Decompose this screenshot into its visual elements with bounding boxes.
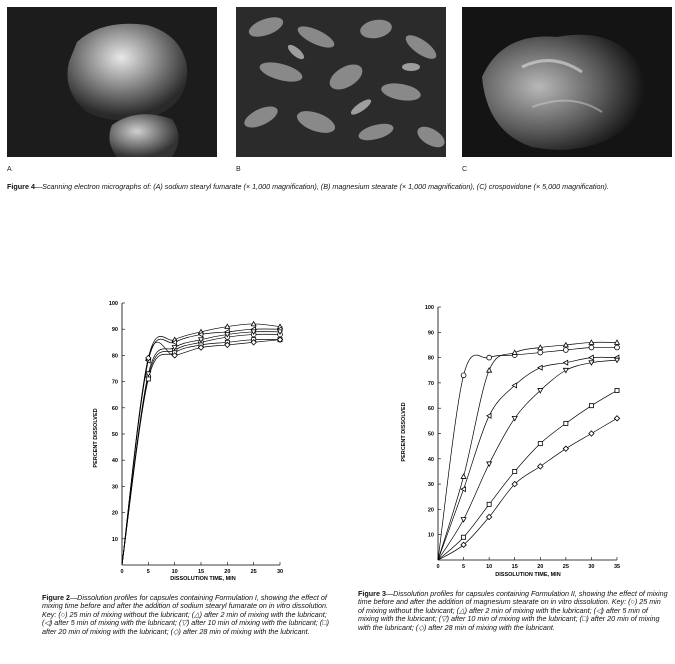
figure3-point-circle bbox=[461, 373, 466, 378]
figure2-xlabel: DISSOLUTION TIME, MIN bbox=[170, 576, 236, 582]
figure3-point-diamond bbox=[563, 446, 568, 451]
figure3-point-triangle-down bbox=[487, 462, 492, 466]
figure2-caption bbox=[42, 594, 337, 636]
figure3-y-tick-label: 60 bbox=[427, 406, 434, 413]
figure2-caption-label: Figure 2 bbox=[42, 593, 70, 602]
figure3-point-circle bbox=[538, 350, 543, 355]
figure3-point-triangle-left bbox=[538, 365, 542, 370]
figure4-caption-label: Figure 4 bbox=[7, 182, 35, 191]
figure3-point-circle bbox=[615, 345, 620, 350]
figure3-y-tick-label: 70 bbox=[427, 380, 434, 387]
figure3-point-triangle-left bbox=[487, 413, 491, 418]
micrograph-c-image bbox=[462, 7, 672, 157]
figure2-series-line-circle bbox=[122, 334, 280, 565]
figure2-series-line-triangle-left bbox=[122, 329, 280, 565]
figure3-series-line-triangle-down bbox=[438, 360, 617, 560]
figure3-point-square bbox=[462, 535, 466, 539]
figure2-y-tick-label: 10 bbox=[111, 536, 118, 543]
figure2-y-tick-label: 60 bbox=[111, 405, 118, 412]
figure2-y-tick-label: 30 bbox=[111, 484, 118, 491]
figure2-y-tick-label: 90 bbox=[111, 327, 118, 334]
figure2-series-line-triangle-down bbox=[122, 332, 280, 565]
figure3-point-square bbox=[564, 421, 568, 425]
figure3-point-circle bbox=[563, 348, 568, 353]
micrograph-b-image bbox=[236, 7, 446, 157]
figure2-x-tick-label: 15 bbox=[197, 569, 205, 575]
figure3-point-square bbox=[589, 404, 593, 408]
figure3-y-tick-label: 100 bbox=[424, 305, 434, 311]
figure3-ylabel: PERCENT DISSOLVED bbox=[401, 402, 407, 462]
figure3-point-triangle-down bbox=[461, 518, 466, 522]
figure2-x-tick-label: 10 bbox=[171, 569, 178, 575]
figure3-caption-label: Figure 3 bbox=[358, 589, 386, 598]
figure3-x-tick-label: 25 bbox=[562, 564, 569, 570]
figure3-point-square bbox=[538, 442, 542, 446]
micrograph-c bbox=[462, 7, 672, 157]
figure2-y-tick-label: 70 bbox=[111, 379, 118, 386]
figure3-point-triangle-up bbox=[512, 350, 517, 354]
figure3-xlabel: DISSOLUTION TIME, MIN bbox=[495, 572, 561, 578]
figure3-x-tick-label: 10 bbox=[486, 564, 493, 570]
figure3-point-triangle-left bbox=[563, 360, 567, 365]
panel-label-c: C bbox=[462, 166, 468, 173]
figure3-caption-text: —Dissolution profiles for capsules containing Formulation II, showing the effect of mixing time before and after the addition of magnesium stearate on in vitro dissolution. Key: (○) 25 min of mixing without the lubricant; (△) after 2 min of mixing with the lubricant; (◁) after 5 min of mixing with the lubricant; (▽) after 10 min of mixing with the lubricant; (□) after 20 min of mixing with the lubricant; (◇) after 28 min of mixing with the lubricant. bbox=[358, 589, 668, 632]
figure3-x-tick-label: 30 bbox=[588, 564, 595, 570]
figure3-y-tick-label: 30 bbox=[427, 482, 434, 489]
figure2-caption-text: —Dissolution profiles for capsules containing Formulation I, showing the effect of mixing time before and after the addition of sodium stearyl fumarate on in vitro dissolution. Key: (○) 25 min of mixing without the lubricant; (△) after 2 min of mixing with the lubricant; (◁) after 5 min of mixing with the lubricant; (▽) after 10 min of mixing with the lubricant; (□) after 20 min of mixing with the lubricant; (◇) after 28 min of mixing with the lubricant. bbox=[42, 593, 330, 636]
panel-label-b: B bbox=[236, 166, 241, 173]
figure3-chart bbox=[392, 297, 637, 583]
figure3-series-line-triangle-left bbox=[438, 357, 617, 560]
figure3-point-diamond bbox=[538, 464, 543, 469]
figure3-point-triangle-down bbox=[563, 368, 568, 372]
figure3-point-circle bbox=[487, 355, 492, 360]
figure3-x-tick-label: 0 bbox=[436, 564, 440, 570]
figure4-caption bbox=[7, 183, 672, 191]
figure3-y-tick-label: 20 bbox=[427, 507, 434, 514]
figure2-y-tick-label: 50 bbox=[111, 432, 118, 438]
figure3-caption bbox=[358, 590, 668, 632]
figure3-y-tick-label: 90 bbox=[427, 330, 434, 337]
figure3-y-tick-label: 10 bbox=[427, 532, 434, 539]
figure3-y-tick-label: 50 bbox=[427, 431, 434, 438]
figure3-x-tick-label: 15 bbox=[511, 564, 518, 570]
figure3-point-triangle-up bbox=[461, 474, 466, 478]
figure3-point-circle bbox=[589, 345, 594, 350]
figure2-x-tick-label: 25 bbox=[250, 569, 257, 575]
figure3-point-square bbox=[487, 502, 491, 506]
figure2-y-tick-label: 20 bbox=[111, 510, 118, 517]
figure2-x-tick-label: 0 bbox=[120, 569, 124, 575]
figure2-x-tick-label: 5 bbox=[146, 569, 150, 575]
micrograph-a bbox=[7, 7, 217, 157]
figure4-caption-text: —Scanning electron micrographs of: (A) sodium stearyl fumarate (× 1,000 magnification), (B) magnesium stearate (× 1,000 magnification), (C) crospovidone (× 5,000 magnification). bbox=[34, 182, 609, 191]
figure3-x-tick-label: 20 bbox=[537, 564, 544, 570]
figure3-point-triangle-down bbox=[512, 416, 517, 420]
figure2-y-tick-label: 40 bbox=[111, 458, 118, 465]
figure3-point-diamond bbox=[614, 416, 619, 421]
figure3-point-square bbox=[615, 388, 619, 392]
figure3-x-tick-label: 5 bbox=[462, 564, 466, 570]
figure3-point-triangle-up bbox=[487, 368, 492, 372]
figure3-y-tick-label: 80 bbox=[427, 355, 434, 362]
panel-label-a: A bbox=[7, 166, 12, 173]
figure3-series-line-square bbox=[438, 390, 617, 560]
figure2-ylabel: PERCENT DISSOLVED bbox=[93, 408, 99, 468]
figure3-point-triangle-left bbox=[589, 355, 593, 360]
figure2-x-tick-label: 20 bbox=[224, 569, 231, 575]
figure2-point-square bbox=[146, 377, 150, 381]
figure2-y-tick-label: 80 bbox=[111, 353, 118, 360]
figure2-x-tick-label: 30 bbox=[276, 569, 284, 575]
figure3-x-tick-label: 35 bbox=[613, 564, 621, 570]
figure3-point-diamond bbox=[589, 431, 594, 436]
figure3-series-line-circle bbox=[438, 347, 617, 560]
figure2-chart bbox=[85, 293, 300, 588]
figure2-y-tick-label: 100 bbox=[108, 301, 118, 307]
figure3-point-square bbox=[513, 469, 517, 473]
figure3-y-tick-label: 40 bbox=[427, 456, 434, 463]
micrograph-b bbox=[236, 7, 446, 157]
micrograph-a-image bbox=[7, 7, 217, 157]
